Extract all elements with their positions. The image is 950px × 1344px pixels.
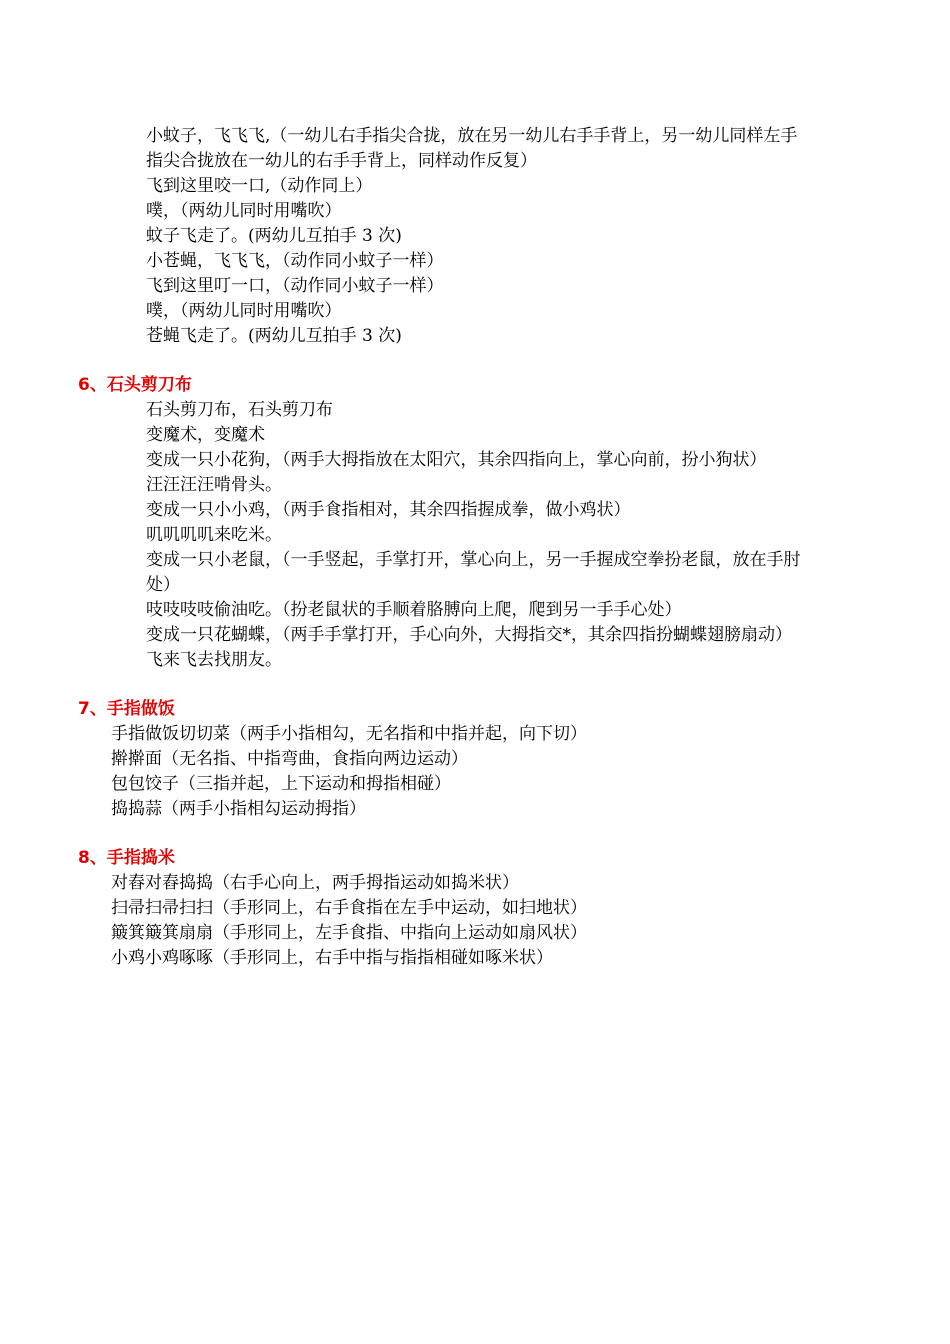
section-7 — [0, 697, 950, 822]
text-line: 指尖合拢放在一幼儿的右手手背上，同样动作反复） — [146, 151, 537, 171]
text-line: 吱吱吱吱偷油吃。（扮老鼠状的手顺着胳膊向上爬，爬到另一手手心处） — [146, 600, 682, 620]
text-line: 苍蝇飞走了。(两幼儿互拍手 3 次) — [146, 326, 402, 346]
text-line: 变成一只小老鼠，（一手竖起，手掌打开，掌心向上，另一手握成空拳扮老鼠，放在手肘 — [146, 550, 801, 570]
section-number: 7、 — [78, 699, 107, 719]
section-title: 手指捣米 — [106, 848, 175, 868]
section-title: 手指做饭 — [106, 699, 175, 719]
section-5-body — [0, 124, 950, 349]
text-line: 噗，（两幼儿同时用嘴吹） — [146, 301, 342, 321]
text-line: 蚊子飞走了。(两幼儿互拍手 3 次) — [146, 226, 402, 246]
section-7-heading — [0, 697, 950, 722]
text-line: 对舂对舂捣捣（右手心向上，两手拇指运动如捣米状） — [111, 873, 519, 893]
section-8-heading — [0, 846, 950, 871]
text-line: 小蚊子，飞飞飞,（一幼儿右手指尖合拢，放在另一幼儿右手手背上，另一幼儿同样左手 — [146, 126, 798, 146]
section-8 — [0, 846, 950, 971]
text-line: 小苍蝇，飞飞飞，（动作同小蚊子一样） — [146, 251, 444, 271]
text-line: 擀擀面（无名指、中指弯曲，食指向两边运动） — [111, 749, 468, 769]
text-line: 包包饺子（三指并起，上下运动和拇指相碰） — [111, 774, 451, 794]
text-line: 小鸡小鸡啄啄（手形同上，右手中指与指指相碰如啄米状） — [111, 948, 553, 968]
section-number: 6、 — [78, 375, 107, 395]
section-6 — [0, 373, 950, 673]
text-line: 簸箕簸箕扇扇（手形同上，左手食指、中指向上运动如扇风状） — [111, 923, 587, 943]
section-number: 8、 — [78, 848, 107, 868]
text-line: 处） — [146, 575, 180, 595]
text-line: 飞到这里咬一口,（动作同上） — [146, 176, 373, 196]
text-line: 飞到这里叮一口，（动作同小蚊子一样） — [146, 276, 444, 296]
section-6-heading — [0, 373, 950, 398]
text-line: 捣捣蒜（两手小指相勾运动拇指） — [111, 799, 366, 819]
text-line: 叽叽叽叽来吃米。 — [146, 525, 282, 545]
text-line: 汪汪汪汪啃骨头。 — [146, 475, 282, 495]
text-line: 变魔术，变魔术 — [146, 425, 265, 445]
text-line: 飞来飞去找朋友。 — [146, 650, 282, 670]
section-title: 石头剪刀布 — [106, 375, 192, 395]
text-line: 变成一只花蝴蝶，（两手手掌打开，手心向外，大拇指交*，其余四指扮蝴蝶翅膀扇动） — [146, 625, 792, 645]
text-line: 噗，（两幼儿同时用嘴吹） — [146, 201, 342, 221]
text-line: 变成一只小花狗，（两手大拇指放在太阳穴，其余四指向上，掌心向前，扮小狗状） — [146, 450, 767, 470]
text-line: 变成一只小小鸡，（两手食指相对，其余四指握成拳，做小鸡状） — [146, 500, 631, 520]
text-line: 手指做饭切切菜（两手小指相勾，无名指和中指并起，向下切） — [111, 724, 587, 744]
text-line: 扫帚扫帚扫扫（手形同上，右手食指在左手中运动，如扫地状） — [111, 898, 587, 918]
text-line: 石头剪刀布，石头剪刀布 — [146, 400, 333, 420]
